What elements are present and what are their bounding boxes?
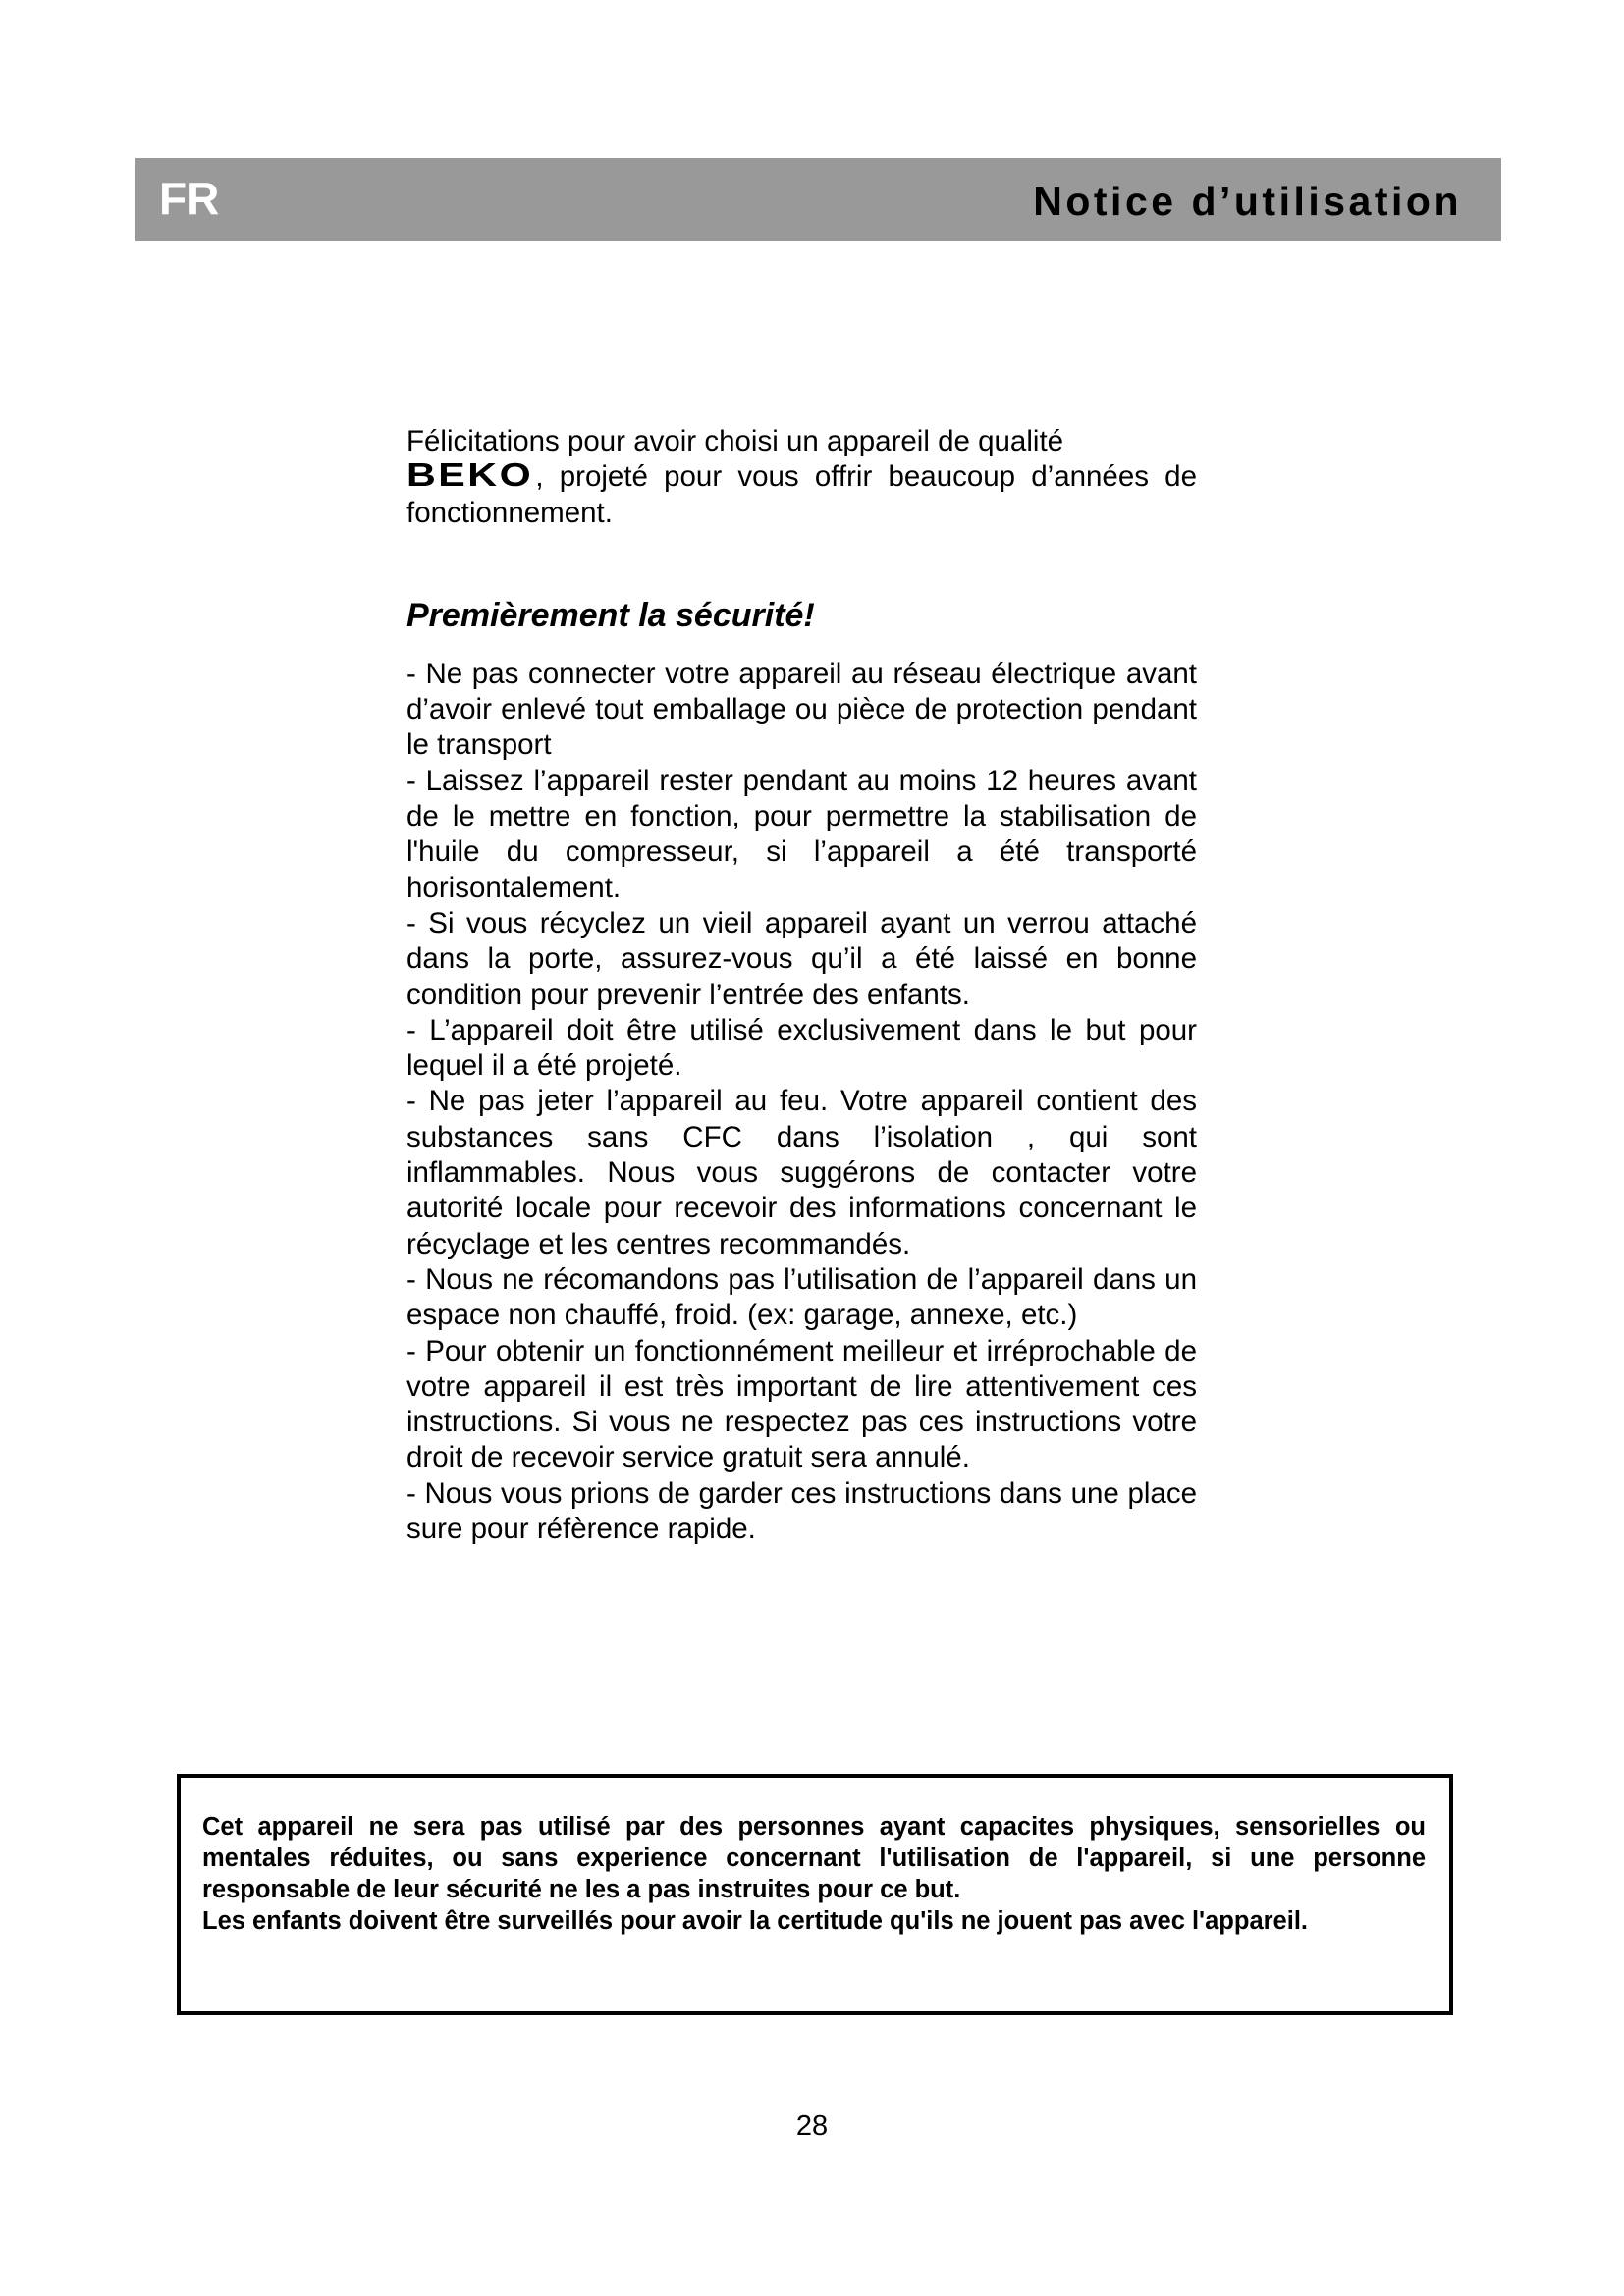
main-content — [406, 424, 1197, 1547]
intro-paragraph — [406, 424, 1197, 531]
header-bar — [135, 158, 1501, 241]
brand-logo: BEKO — [406, 456, 534, 494]
intro-line-2: , projeté pour vous offrir beaucoup d’années de fonctionnement. — [406, 460, 1197, 529]
language-code: FR — [159, 173, 220, 224]
safety-item: - L’appareil doit être utilisé exclusivement dans le but pour lequel il a été projeté. — [406, 1013, 1197, 1083]
safety-item: - Ne pas connecter votre appareil au réseau électrique avant d’avoir enlevé tout emballage ou pièce de protection pendant le transport — [406, 657, 1197, 762]
safety-item: - Nous vous prions de garder ces instructions dans une place sure pour réfèrence rapide. — [406, 1476, 1197, 1546]
warning-box — [177, 1774, 1453, 2015]
safety-item: - Pour obtenir un fonctionnément meilleur et irréprochable de votre appareil il est très important de lire attentivement ces instructions. Si vous ne respectez pas ces instructions votre droit de recevoir service gratuit sera annulé. — [406, 1334, 1197, 1474]
safety-item: - Laissez l’appareil rester pendant au moins 12 heures avant de le mettre en fonction, pour permettre la stabilisation de l'huile du compresseur, si l’appareil a été transporté horisontalement. — [406, 764, 1197, 904]
warning-paragraph-2: Les enfants doivent être surveillés pour avoir la certitude qu'ils ne jouent pas avec l'appareil. — [202, 1907, 1308, 1935]
warning-paragraph-1: Cet appareil ne sera pas utilisé par des personnes ayant capacites physiques, sensorielles ou mentales réduites, ou sans experience concernant l'utilisation de l'appareil, si une personne responsable de leur sécurité ne les a pas instruites pour ce but. — [202, 1813, 1426, 1903]
safety-heading: Premièrement la sécurité! — [406, 596, 815, 634]
safety-item: - Si vous récyclez un vieil appareil ayant un verrou attaché dans la porte, assurez-vous qu’il a été laissé en bonne condition pour prevenir l’entrée des enfants. — [406, 906, 1197, 1011]
safety-item: - Nous ne récomandons pas l’utilisation de l’appareil dans un espace non chauffé, froid. (ex: garage, annexe, etc.) — [406, 1262, 1197, 1332]
safety-item: - Ne pas jeter l’appareil au feu. Votre appareil contient des substances sans CFC dans l’isolation , qui sont inflammables. Nous vous suggérons de contacter votre autorité locale pour recevoir des informations concernant le récyclage et les centres recommandés. — [406, 1085, 1197, 1260]
page-number: 28 — [795, 2110, 829, 2142]
intro-line-1: Félicitations pour avoir choisi un appareil de qualité — [406, 425, 1064, 457]
document-title: Notice d’utilisation — [1033, 179, 1462, 224]
